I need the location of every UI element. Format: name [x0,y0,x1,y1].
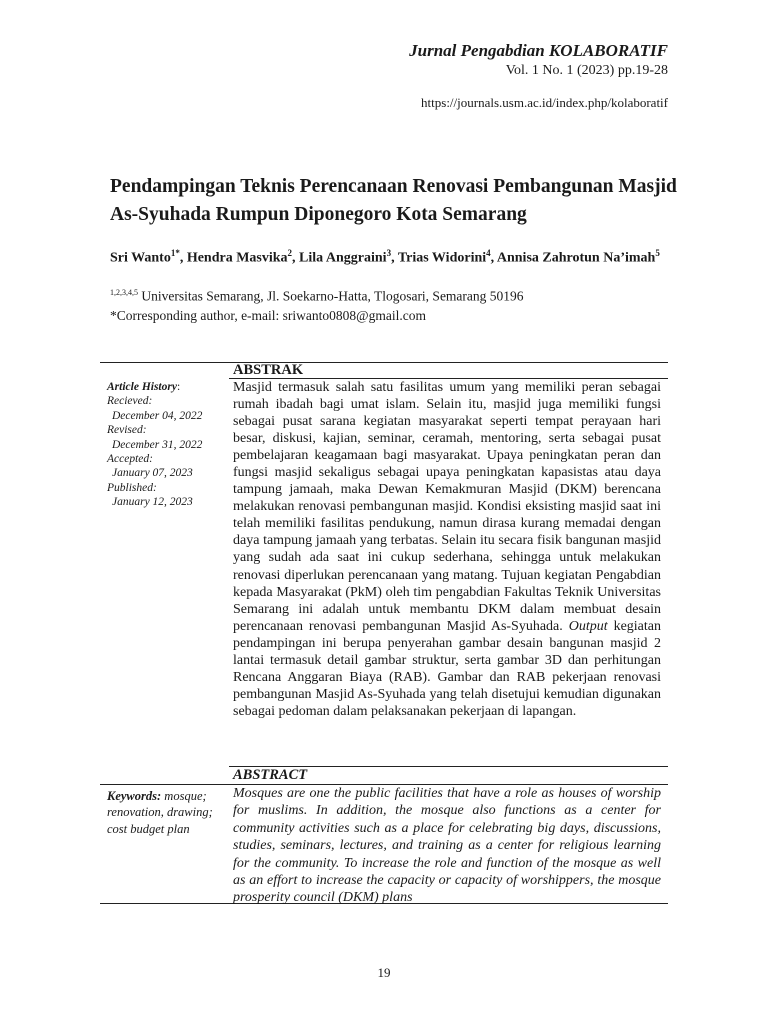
author-separator: , [292,250,300,266]
journal-volume: Vol. 1 No. 1 (2023) pp.19-28 [505,63,668,78]
author-name: Hendra Masvika [186,250,288,266]
keywords-label: Keywords: [107,789,162,803]
author-list [110,243,700,269]
author-mark: 2 [287,248,293,258]
journal-name: Jurnal Pengabdian KOLABORATIF [409,41,668,60]
affiliation-marks: 1,2,3,4,5 [110,288,138,297]
affiliation-block [110,283,690,325]
history-date: December 04, 2022 [112,409,203,422]
author-separator: , [490,250,497,266]
output-term: Output [568,618,608,634]
article-history-heading: Article History [107,381,177,393]
keywords-block [107,788,227,837]
paper-title: Pendampingan Teknis Perencanaan Renovasi Pembangunan Masjid As-Syuhada Rumpun Diponegoro Kota Semarang [110,176,677,225]
author-separator: , [391,250,398,266]
abstrak-text-part: Masjid termasuk salah satu fasilitas umum yang memiliki peran sebagai rumah ibadah bagi umat islam. Selain itu, masjid juga memiliki fungsi sebagai pusat sarana kegiatan masyarakat seperti tempat perayaan hari besar, diskusi, kajian, seminar, ceramah, mentoring, serta sebagai pusat pembelajaran keagamaan bagi masyarakat. Upaya peningkatan peran dan fungsi masjid sekaligus sebagai upaya peningkatan kapasistas atau daya tampung jamaah, maka Dewan Kemakmuran Masjid (DKM) berencana melakukan renovasi pembangunan masjid. Kondisi eksisting masjid saat ini telah memiliki fasilitas pendukung, namun dirasa kurang memadai dengan daya tampung jamaah yang terbatas. Selain itu secara fisik bangunan masjid yang sudah ada saat ini cukup sederhana, sehingga untuk melakukan renovasi diperlukan perencanaan yang matang. Tujuan kegiatan Pengabdian kepada Masyarakat (PkM) oleh tim pengabdian Fakultas Teknik Universitas Semarang ini adalah untuk membantu DKM dalam membuat desain perencanaan renovasi pembangunan Masjid As-Syuhada. [233,380,661,634]
abstract-text: Mosques are one the public facilities that have a role as houses of worship for muslims. In addition, the mosque also functions as a center for community activities such as a place for celebrating big days, discussions, studies, seminars, lectures, and training as a center for religious learning for the community. To increase the role and function of the mosque as well as an effort to increase the capacity or capacity of worshippers, the mosque prosperity council (DKM) plans [233,786,661,906]
article-history [107,380,225,510]
author-name: Lila Anggraini [299,250,387,266]
author-mark: 4 [486,248,491,258]
author-mark: 5 [655,248,660,258]
affiliation-text: Universitas Semarang, Jl. Soekarno-Hatta, Tlogosari, Semarang 50196 [141,288,524,304]
keywords-text: mosque; renovation, drawing; cost budget plan [107,789,213,836]
author-mark: 3 [386,248,392,258]
abstrak-text [233,379,661,720]
abstrak-text-part: kegiatan pendampingan ini berupa penyerahan gambar desain bangunan masjid 2 lantai termasuk detail gambar struktur, serta gambar 3D dan perhitungan Rencana Anggaran Biaya (RAB). Gambar dan RAB pekerjaan renovasi pembangunan Masjid As-Syuhada yang telah disetujui kemudian digunakan sebagai pedoman dalam pelaksanakan pekerjaan di lapangan. [233,618,661,719]
corresponding-author: *Corresponding author, e-mail: sriwanto0808@gmail.com [110,307,426,323]
page-number: 19 [377,965,391,980]
author-name: Sri Wanto [110,250,171,266]
author-separator: , [179,250,187,266]
history-label: Revised: [107,424,147,437]
history-date: January 07, 2023 [112,467,193,480]
author-name: Trias Widorini [397,250,487,266]
author-mark: 1* [170,248,180,258]
section-divider [100,362,668,363]
abstract-heading: ABSTRACT [233,767,308,783]
history-label: Recieved: [107,395,153,408]
journal-url[interactable]: https://journals.usm.ac.id/index.php/kolaboratif [421,95,668,110]
abstrak-heading: ABSTRAK [233,362,304,378]
history-label: Published: [107,481,157,494]
history-label: Accepted: [107,453,153,466]
history-date: January 12, 2023 [112,496,193,509]
history-date: December 31, 2022 [112,438,203,451]
author-name: Annisa Zahrotun Na’imah [496,250,656,266]
article-history-colon: : [176,381,181,393]
